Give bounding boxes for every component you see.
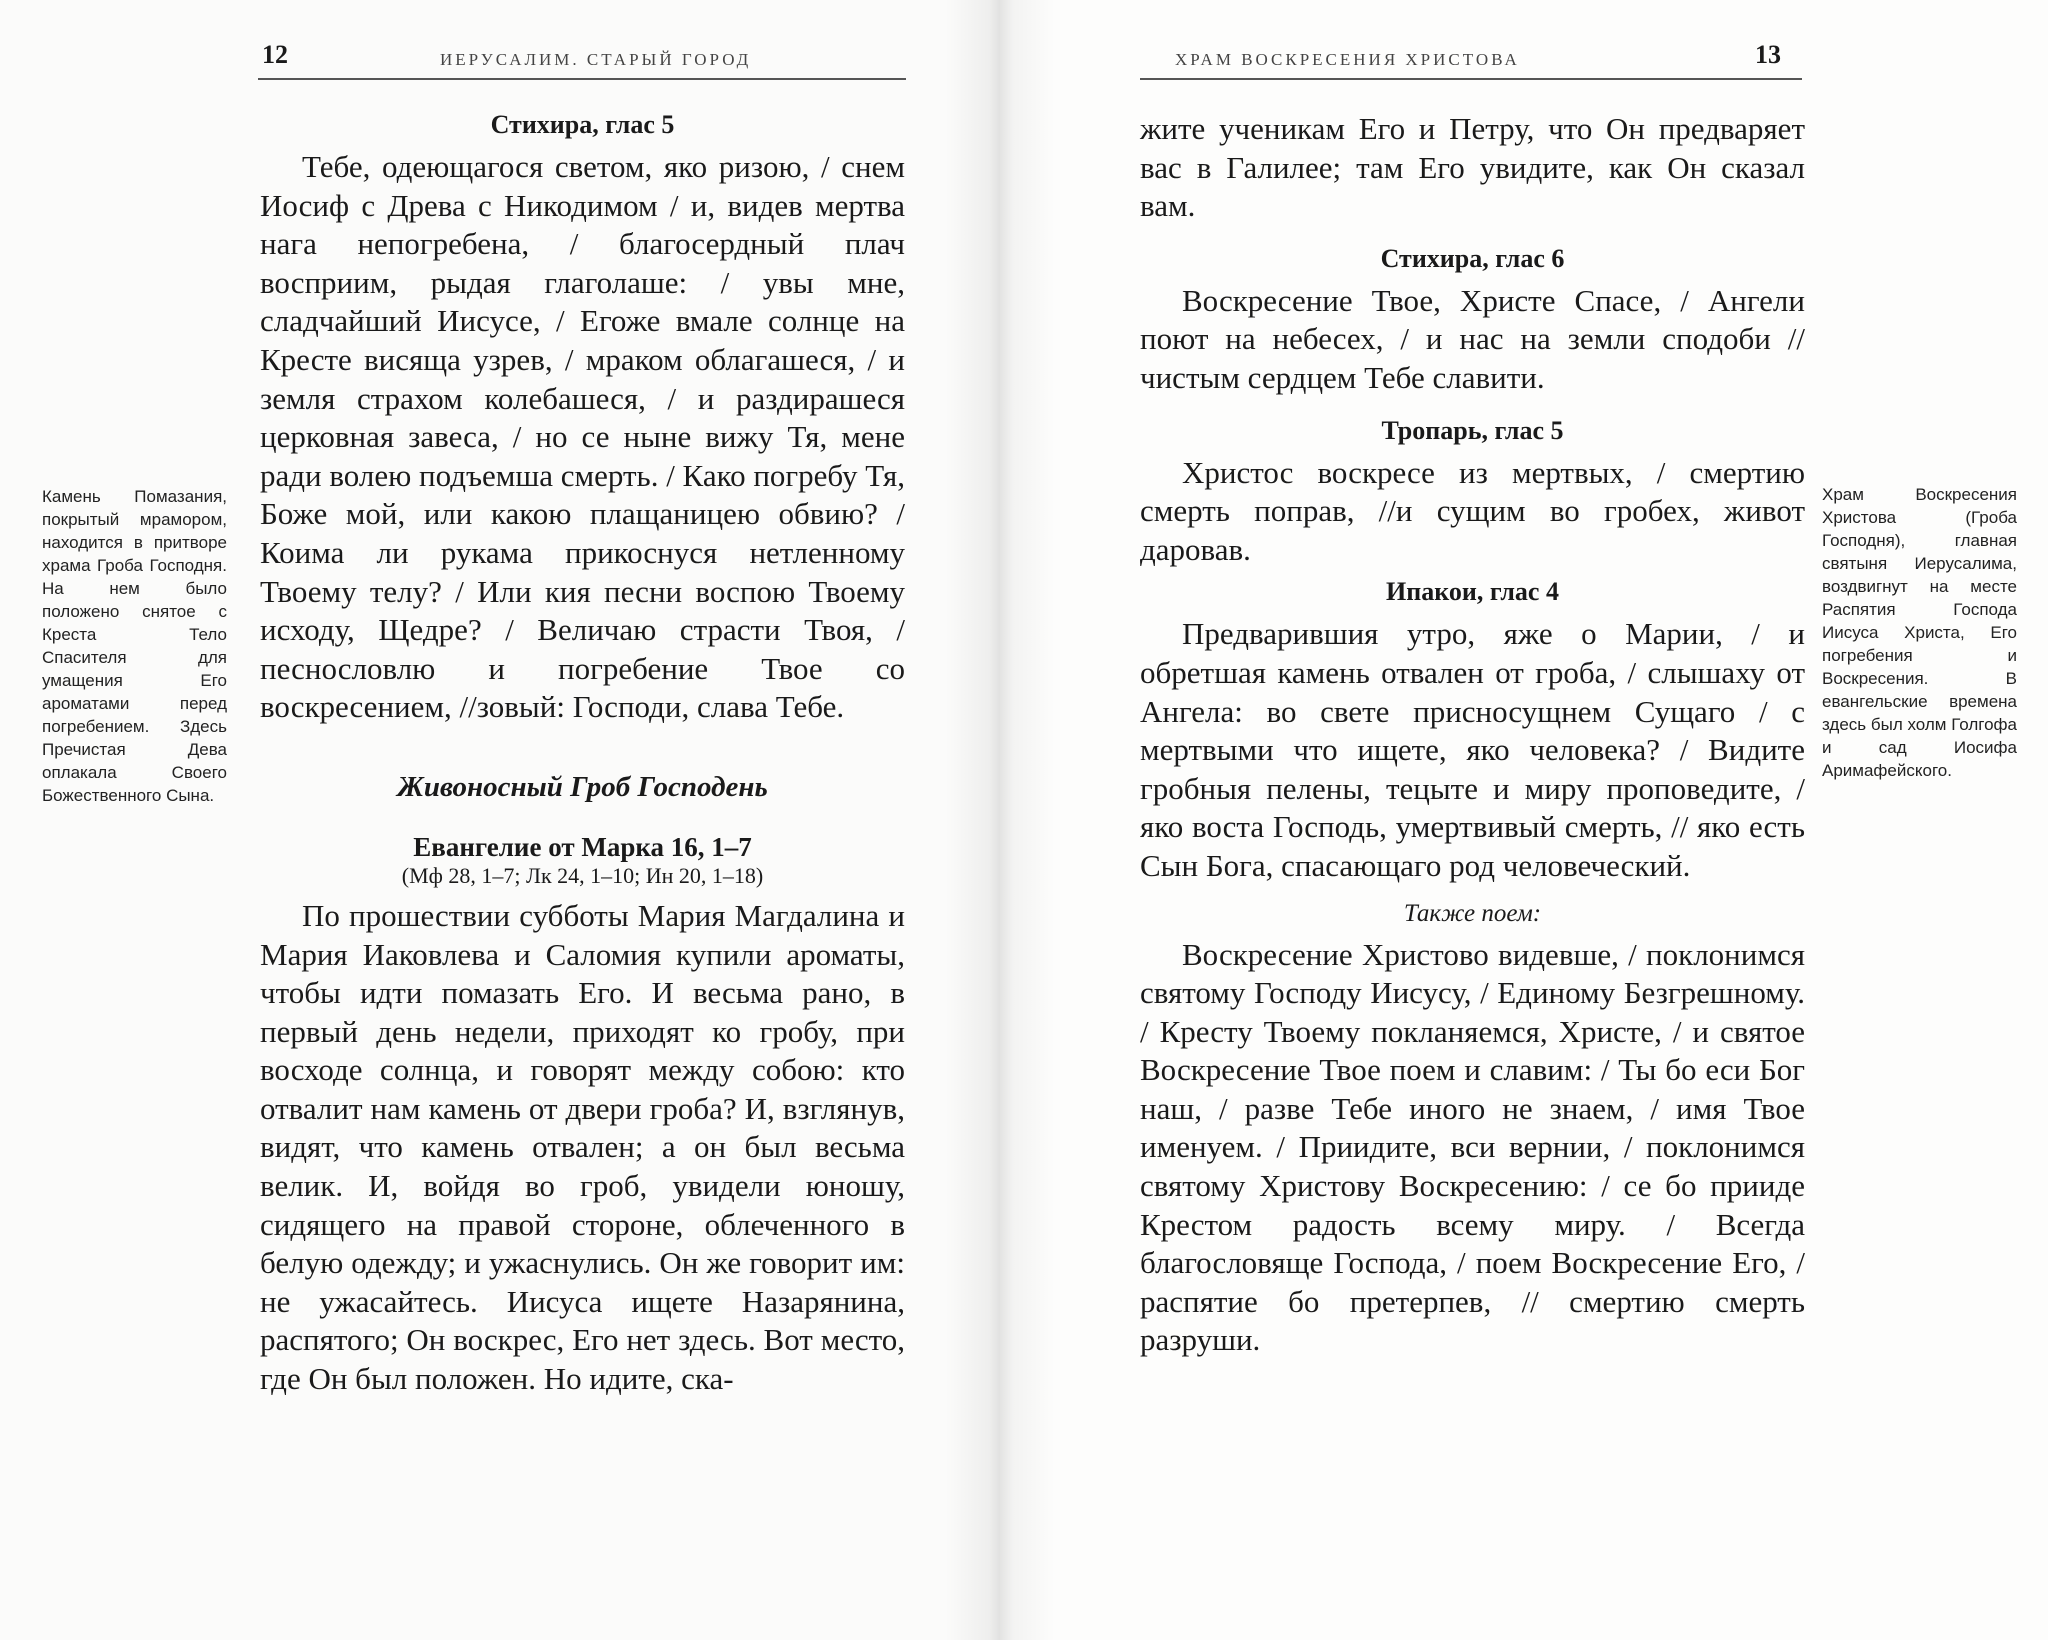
section-title: Живоносный Гроб Господень	[397, 770, 768, 803]
troparion-heading: Тропарь, глас 5	[1381, 415, 1564, 445]
final-hymn-text: Воскресение Христово видевше, / поклонимся святому Господу Иисусу, / Единому Безгрешному. / Кресту Твоему покланяемся, Христе, / и святое Воскресение Твое поем и славим: / Ты бо еси Бог наш, / разве Тебе иного не знаем, / имя Твое именуем. / Приидите, вси вернии, / поклонимся святому Христову Воскресению: / се бо прииде Крестом радость всему миру. / Всегда благословяще Господа, / поем Воскресение Его, / распятие бо претерпев, // смертию смерть разруши.	[1140, 936, 1805, 1358]
page-number-right: 13	[1755, 40, 1781, 69]
troparion-text: Христос воскресе из мертвых, / смертию смерть поправ, //и сущим во гробех, живот даровав.	[1140, 454, 1805, 567]
stichera-6-text: Воскресение Твое, Христе Спасе, / Ангели поют на небесех, / и нас на земли сподоби //чистым сердцем Тебе славити.	[1140, 282, 1805, 395]
stichera-5-text: Тебе, одеющагося светом, яко ризою, / снем Иосиф с Древа с Никодимом / и, видев мертва нага непогребена, / благосердный плач восприим, рыдая глаголаше: / увы мне, сладчайший Иисусе, / Егоже вмале солнце на Кресте висяща узрев, / мраком облагашеся, / и земля страхом колебашеся, / и раздирашеся церковная завеса, / но се ныне вижу Тя, мене ради волею подъемша смерть. / Како погребу Тя, Боже мой, или какою плащаницею обвию? / Коима ли рукама прикоснуся нетленному Твоему телу? / Или кия песни воспою Твоему исходу, Щедре? / Величаю страсти Твоя, / песнословлю и погребение Твое со воскресением, //зовый: Господи, слава Тебе.	[260, 149, 905, 725]
hypakoe-heading: Ипакои, глас 4	[1386, 577, 1559, 607]
gospel-text: По прошествии субботы Мария Магдалина и Мария Иаковлева и Саломия купили ароматы, чтобы идти помазать Его. И весьма рано, в первый день недели, приходят ко гробу, при восходе солнца, и говорят между собою: кто отвалит нам камень от двери гроба? И, взглянув, видят, что камень отвален; а он был весьма велик. И, войдя во гроб, увидели юношу, сидящего на правой стороне, облеченного в белую одежду; и ужаснулись. Он же говорит им: не ужасайтесь. Иисуса ищете Назарянина, распятого; Он воскрес, Его нет здесь. Вот место, где Он был положен. Но идите, ска-	[260, 897, 905, 1397]
right-column	[1140, 110, 1805, 1360]
continuation-text: жите ученикам Его и Петру, что Он предваряет вас в Галилее; там Его увидите, как Он сказал вам.	[1140, 111, 1805, 224]
left-page	[0, 0, 1000, 1640]
header-rule-right	[1140, 78, 1802, 80]
book-gutter	[945, 0, 1055, 1640]
gospel-references: (Мф 28, 1–7; Лк 24, 1–10; Ин 20, 1–18)	[401, 862, 764, 888]
running-head-right: ХРАМ ВОСКРЕСЕНИЯ ХРИСТОВА	[1175, 50, 1520, 69]
running-head-left: ИЕРУСАЛИМ. СТАРЫЙ ГОРОД	[440, 50, 752, 69]
left-column	[260, 110, 905, 1399]
gospel-title: Евангелие от Марка 16, 1–7	[413, 831, 752, 862]
page-number-left: 12	[262, 40, 288, 69]
stichera-6-heading: Стихира, глас 6	[1380, 243, 1565, 273]
stichera-5-heading: Стихира, глас 5	[490, 110, 675, 139]
margin-note-left: Камень Помазания, покрытый мрамором, находится в притворе храма Гроба Господня. На нем было положено снятое с Креста Тело Спасителя для умащения Его ароматами перед погребением. Здесь Пречистая Дева оплакала Своего Божественного Сына.	[42, 487, 227, 805]
hypakoe-text: Предварившия утро, яже о Марии, / и обретшая камень отвален от гроба, / слышаху от Ангела: во свете присносущнем Сущаго / с мертвыми что ищете, яко человека? / Видите гробныя пелены, тецыте и миру проповедите, / яко воста Господь, умертвивый смерть, // яко есть Сын Бога, спасающаго род человеческий.	[1140, 616, 1805, 883]
header-rule-left	[258, 78, 906, 80]
also-sing-label: Также поем:	[1403, 899, 1542, 927]
margin-note-right: Храм Воскресения Христова (Гроба Господня), главная святыня Иерусалима, воздвигнут на месте Распятия Господа Иисуса Христа, Его погребения и Воскресения. В евангельские времена здесь был холм Голгофа и сад Иосифа Аримафейского.	[1822, 485, 2017, 780]
